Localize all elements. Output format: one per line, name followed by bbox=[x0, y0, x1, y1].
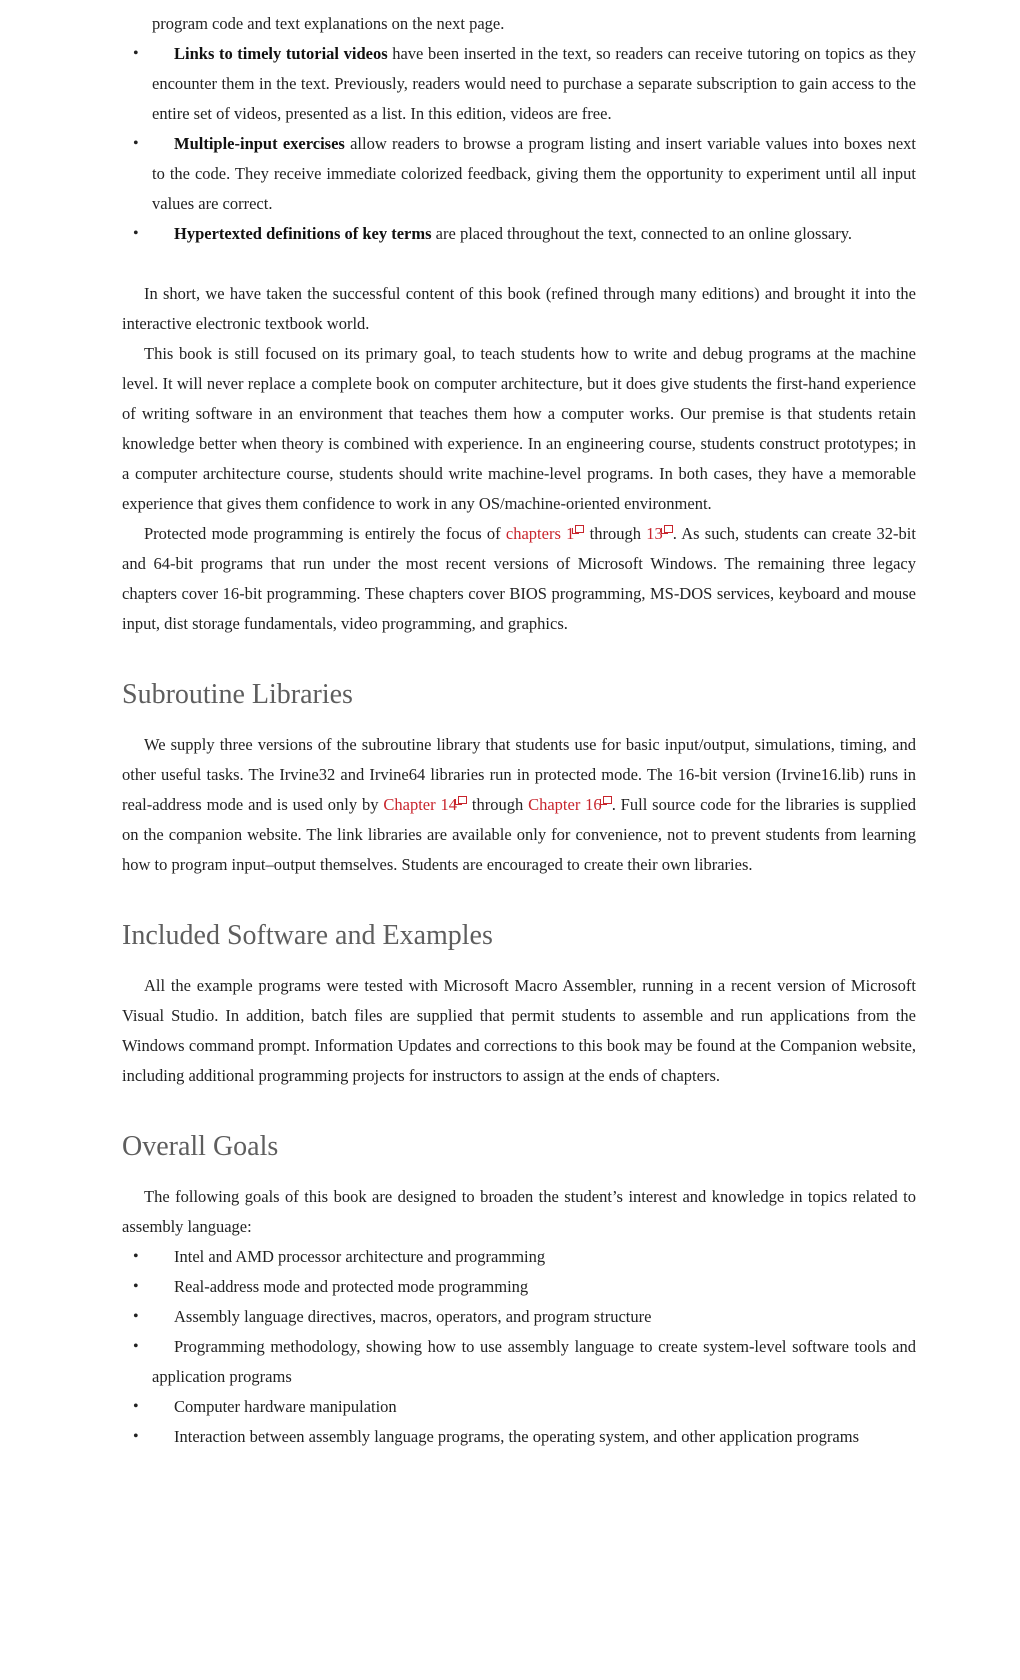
goal-item: • Assembly language directives, macros, operators, and program structure bbox=[122, 1302, 916, 1332]
feature-item bbox=[122, 129, 916, 219]
section-heading-included-software: Included Software and Examples bbox=[122, 920, 493, 951]
external-link-icon bbox=[664, 525, 673, 533]
chapters-1-link[interactable]: chapters 1 bbox=[506, 524, 584, 543]
section-heading-overall-goals: Overall Goals bbox=[122, 1131, 279, 1162]
summary-paragraph: In short, we have taken the successful content of this book (refined through many editions) and brought it into the interactive electronic textbook world. bbox=[122, 284, 916, 333]
external-link-icon bbox=[603, 796, 612, 804]
feature-text: allow readers to browse a program listing and insert variable values into boxes next to the code. They receive immediate colorized feedback, giving them the opportunity to experiment until all input values are correct. bbox=[152, 134, 916, 213]
subroutine-paragraph: We supply three versions of the subroutine library that students use for basic input/output, simulations, timing, and other useful tasks. The Irvine32 and Irvine64 libraries run in protected mode. The 16-bit version (Irvine16.lib) runs in real-address mode and is used only by Chapter 14 through Chapter 16 . Full source code for the libraries is supplied on the companion website. The link libraries are available only for convenience, not to prevent students from learning how to program input–output themselves. Students are encouraged to create their own libraries. bbox=[122, 735, 916, 874]
goals-intro-paragraph: The following goals of this book are designed to broaden the student’s interest and knowledge in topics related to assembly language: bbox=[122, 1187, 916, 1236]
goal-item: • Programming methodology, showing how to use assembly language to create system-level software tools and application programs bbox=[122, 1332, 916, 1392]
goal-item: • Real-address mode and protected mode programming bbox=[122, 1272, 916, 1302]
section-heading-subroutine-libraries: Subroutine Libraries bbox=[122, 679, 353, 710]
goals-list bbox=[122, 1242, 916, 1452]
feature-list bbox=[122, 39, 916, 249]
chapter-16-link[interactable]: Chapter 16 bbox=[528, 795, 612, 814]
goal-item: • Computer hardware manipulation bbox=[122, 1392, 916, 1422]
external-link-icon bbox=[458, 796, 467, 804]
external-link-icon bbox=[575, 525, 584, 533]
feature-text: have been inserted in the text, so readers can receive tutoring on topics as they encounter them in the text. Previously, readers would need to purchase a separate subscription to gain access to the entire set of videos, presented as a list. In this edition, videos are free. bbox=[152, 44, 916, 123]
goal-item: • Interaction between assembly language programs, the operating system, and other application programs bbox=[122, 1422, 916, 1452]
goal-item: • Intel and AMD processor architecture and programming bbox=[122, 1242, 916, 1272]
protected-mode-paragraph: Protected mode programming is entirely the focus of chapters 1 through 13 . As such, students can create 32-bit and 64-bit programs that run under the most recent versions of Microsoft Windows. The remaining three legacy chapters cover 16-bit programming. These chapters cover BIOS programming, MS-DOS services, keyboard and mouse input, dist storage fundamentals, video programming, and graphics. bbox=[122, 524, 916, 633]
software-paragraph: All the example programs were tested with Microsoft Macro Assembler, running in a recent version of Microsoft Visual Studio. In addition, batch files are supplied that permit students to assemble and run applications from the Windows command prompt. Information Updates and corrections to this book may be found at the Companion website, including additional programming projects for instructors to assign at the ends of chapters. bbox=[122, 976, 916, 1085]
chapter-14-link[interactable]: Chapter 14 bbox=[383, 795, 467, 814]
feature-item bbox=[122, 219, 916, 249]
continued-text: program code and text explanations on the next page. bbox=[152, 14, 505, 33]
chapter-13-link[interactable]: 13 bbox=[646, 524, 673, 543]
feature-title: Hypertexted definitions of key terms bbox=[174, 224, 432, 243]
feature-text: are placed throughout the text, connected to an online glossary. bbox=[431, 224, 853, 243]
feature-item bbox=[122, 39, 916, 129]
focus-paragraph: This book is still focused on its primary goal, to teach students how to write and debug programs at the machine level. It will never replace a complete book on computer architecture, but it does give students the first-hand experience of writing software in an environment that teaches them how a computer works. Our premise is that students retain knowledge better when theory is combined with experience. In an engineering course, students construct prototypes; in a computer architecture course, students should write machine-level programs. In both cases, they have a memorable experience that gives them confidence to work in any OS/machine-oriented environment. bbox=[122, 344, 916, 513]
feature-title: Multiple-input exercises bbox=[174, 134, 345, 153]
feature-title: Links to timely tutorial videos bbox=[174, 44, 388, 63]
